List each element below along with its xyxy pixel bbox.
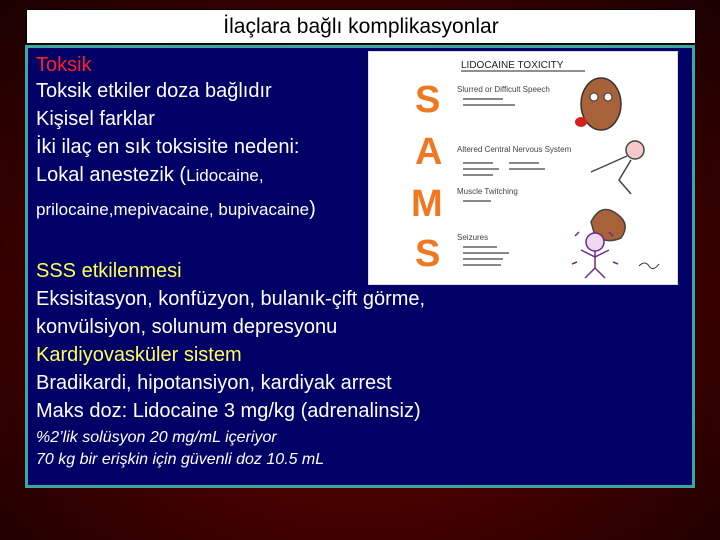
text-line-8: Bradikardi, hipotansiyon, kardiyak arrest: [36, 372, 392, 394]
text-line-6: Eksisitasyon, konfüzyon, bulanık-çift görme,: [36, 288, 426, 310]
lidocaine-toxicity-figure: [368, 51, 678, 285]
text-line-11: 70 kg bir erişkin için güvenli doz 10.5 mL: [36, 451, 325, 468]
text-line-5a: prilocaine,mepivacaine, bupivacaine: [36, 200, 310, 219]
text-line-4: [36, 164, 264, 187]
slide-title: İlaçlara bağlı komplikasyonlar: [223, 14, 499, 38]
label-seizures: Seizures: [457, 233, 489, 242]
sss-heading: SSS etkilenmesi: [36, 260, 182, 282]
pointing-figure-icon: [591, 141, 644, 194]
label-altered-cns: Altered Central Nervous System: [457, 145, 572, 154]
face-icon: [575, 78, 621, 130]
text-line-7: konvülsiyon, solunum depresyonu: [36, 316, 338, 338]
sams-letter-a: A: [415, 131, 443, 173]
label-muscle-twitching: Muscle Twitching: [457, 187, 518, 196]
text-line-5: [36, 198, 316, 221]
text-line-3: İki ilaç en sık toksisite nedeni:: [36, 136, 300, 158]
sams-letter-s2: S: [415, 233, 441, 275]
signature-mark: [639, 263, 659, 269]
text-line-5b: ): [309, 198, 316, 220]
text-line-9: Maks doz: Lidocaine 3 mg/kg (adrenalinsiz): [36, 400, 421, 422]
figure-title: LIDOCAINE TOXICITY: [461, 60, 564, 71]
text-line-2: Kişisel farklar: [36, 108, 155, 130]
label-slurred-speech: Slurred or Difficult Speech: [457, 85, 550, 94]
text-line-4b: Lidocaine,: [186, 166, 264, 185]
sams-letter-m: M: [411, 183, 443, 225]
content-panel: [25, 45, 695, 488]
text-line-10: %2’lik solüsyon 20 mg/mL içeriyor: [36, 429, 277, 446]
text-line-4a: Lokal anestezik (: [36, 164, 187, 186]
toksik-heading: Toksik: [36, 54, 92, 76]
text-line-1: Toksik etkiler doza bağlıdır: [36, 80, 272, 102]
kv-heading: Kardiyovasküler sistem: [36, 344, 242, 366]
slide-title-box: [26, 9, 696, 44]
sams-letter-s1: S: [415, 79, 441, 121]
